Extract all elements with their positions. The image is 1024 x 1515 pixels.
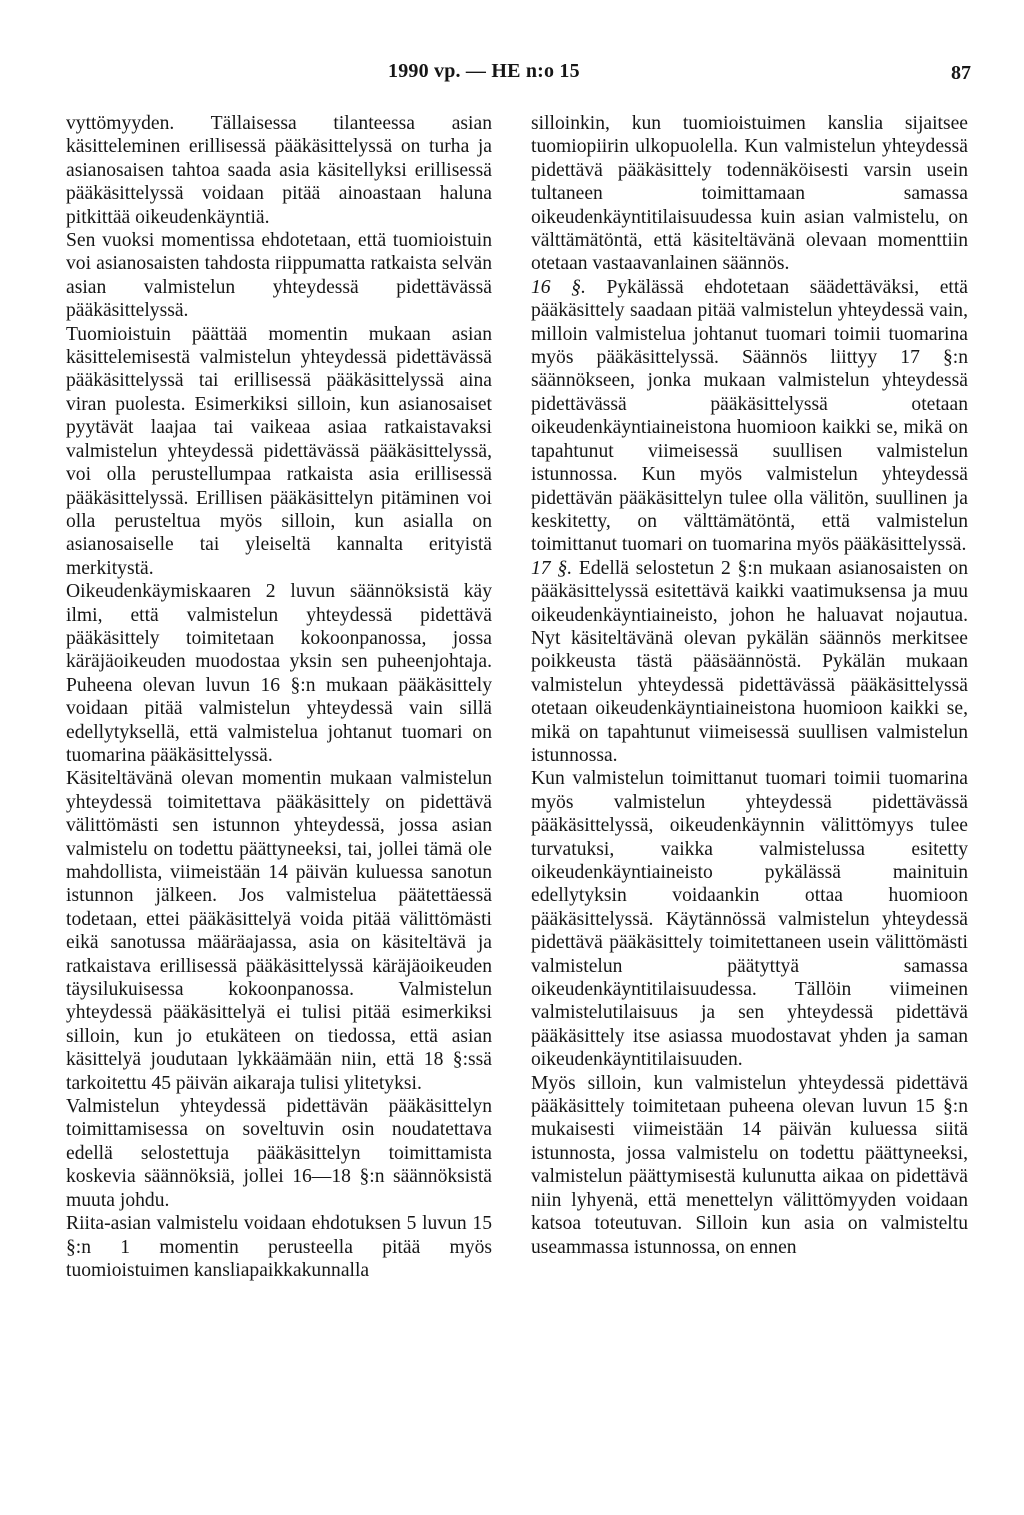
- section-text: Myös silloin, kun valmistelun yhteydessä pidettävä pääkäsittely toimitetaan puheena olevan luvun 15 §:n mukaisesti viimeistään 14 päivän kuluessa siitä istunnosta, jossa valmistelu on todettu päättyneeksi, valmistelun päättymisestä kulunutta aikaa on pidettävä niin lyhyenä, että menettelyn välittömyyden voidaan katsoa toteutuvan. Silloin kun asia on valmisteltu useammassa istunnossa, on ennen: [531, 1072, 968, 1258]
- paragraph: [531, 767, 968, 1071]
- section-text: silloinkin, kun tuomioistuimen kanslia sijaitsee tuomiopiirin ulkopuolella. Kun valmistelun yhteydessä pidettävä pääkäsittely todennäköisesti varsin usein tultaneen toimittamaan samassa oikeudenkäyntitilaisuudessa kuin asian valmistelu, on välttämätöntä, että käsiteltävänä olevaan momenttiin otetaan vastaavanlainen säännös.: [531, 113, 968, 275]
- paragraph: Sen vuoksi momentissa ehdotetaan, että tuomioistuin voi asianosaisten tahdosta riippumatta ratkaista selvän asian valmistelun yhteydessä pidettävässä pääkäsittelyssä.: [66, 230, 492, 322]
- paragraph: Oikeudenkäymiskaaren 2 luvun säännöksistä käy ilmi, että valmistelun yhteydessä pidettävä pääkäsittely toimitetaan kokoonpanossa, jossa käräjäoikeuden muodostaa yksin sen puheenjohtaja. Puheena olevan luvun 16 §:n mukaan pääkäsittely voidaan pitää valmistelun yhteydessä vain sillä edellytyksellä, että valmistelua johtanut tuomari on tuomarina pääkäsittelyssä.: [66, 581, 492, 766]
- paragraph: vyttömyyden. Tällaisessa tilanteessa asian käsitteleminen erillisessä pääkäsittelyssä on turha ja asianosaisen tahtoa saada asia käsitellyksi erillisessä pääkäsittelyssä voidaan pitää ainoastaan haluna pitkittää oikeudenkäyntiä.: [66, 113, 492, 228]
- section-text: Kun valmistelun toimittanut tuomari toimii tuomarina myös valmistelun yhteydessä pidettävässä pääkäsittelyssä, oikeudenkäynnin välittömyys tulee turvatuksi, vaikka valmistelussa esitetty oikeudenkäyntiaineisto pykälässä mainituin edellytyksin voidaankin ottaa huomioon pääkäsittelyssä. Käytännössä valmistelun yhteydessä pidettävä pääkäsittely toimitettaneen usein välittömästi valmistelun päätyttyä samassa oikeudenkäyntitilaisuudessa. Tällöin viimeinen valmistelutilaisuus ja sen yhteydessä pidettävä pääkäsittely itse asiassa muodostavat yhden ja saman oikeudenkäyntitilaisuuden.: [531, 768, 968, 1071]
- paragraph: Valmistelun yhteydessä pidettävän pääkäsittelyn toimittamisessa on soveltuvin osin noudatettava edellä selostettuja pääkäsittelyn toimittamista koskevia säännöksiä, jollei 16—18 §:n säännöksistä muuta johdu.: [66, 1096, 492, 1211]
- paragraph: [531, 112, 968, 276]
- paragraph: Tuomioistuin päättää momentin mukaan asian käsittelemisestä valmistelun yhteydessä pidettävässä pääkäsittelyssä tai erillisessä pääkäsittelyssä aina viran puolesta. Esimerkiksi silloin, kun asianosaiset pyytävät laajaa tai vaikeaa asiaa ratkaistavaksi valmistelun yhteydessä pidettävässä pääkäsittelyssä, voi olla perustellumpaa ratkaista asia erillisessä pääkäsittelyssä. Erillisen pääkäsittelyn pitäminen voi olla perusteltua myös silloin, kun asialla on asianosaiselle tai yleiseltä kannalta erityistä merkitystä.: [66, 323, 492, 579]
- paragraph-section-17: [531, 557, 968, 768]
- header-title: 1990 vp. — HE n:o 15: [388, 60, 580, 82]
- section-heading: 17 §.: [531, 557, 573, 579]
- right-column: [531, 112, 968, 1259]
- page-number: 87: [951, 62, 971, 84]
- paragraph: Käsiteltävänä olevan momentin mukaan valmistelun yhteydessä toimitettava pääkäsittely on pidettävä välittömästi sen istunnon yhteydessä, jossa asian valmistelu on todettu päättyneeksi, tai, jollei tämä ole mahdollista, viimeistään 14 päivän kuluessa sanotun istunnon jälkeen. Jos valmistelua päätettäessä todetaan, ettei pääkäsittelyä voida pitää välittömästi eikä sanotussa määräajassa, asia on käsiteltävä ja ratkaistava erillisessä pääkäsittelyssä käräjäoikeuden täysilukuisessa kokoonpanossa. Valmistelun yhteydessä pääkäsittelyä ei tulisi pitää esimerkiksi silloin, kun jo etukäteen on tiedossa, että asian käsittelyä joudutaan lykkäämään niin, että 18 §:ssä tarkoitettu 45 päivän aikaraja tulisi ylitetyksi.: [66, 768, 492, 1094]
- section-text: Pykälässä ehdotetaan säädettäväksi, että pääkäsittely saadaan pitää valmistelun yhteydessä vain, milloin valmistelua johtanut tuomari toimii tuomarina myös pääkäsittelyssä. Säännös liittyy 17 §:n säännökseen, jonka mukaan valmistelun yhteydessä pidettävässä pääkäsittelyssä otetaan oikeudenkäyntiaineistona huomioon kaikki se, mikä on tapahtunut viimeisessä suullisen valmistelun istunnossa. Kun myös valmistelun yhteydessä pidettävän pääkäsittelyn tulee olla välitön, suullinen ja keskitetty, on välttämätöntä, että valmistelun toimittanut tuomari on tuomarina myös pääkäsittelyssä.: [531, 276, 968, 556]
- paragraph: Riita-asian valmistelu voidaan ehdotuksen 5 luvun 15 §:n 1 momentin perusteella pitää myös tuomioistuimen kansliapaikkakunnalla: [66, 1213, 492, 1281]
- paragraph-section-16: [531, 276, 968, 557]
- section-heading: 16 §.: [531, 276, 586, 298]
- left-column: [66, 112, 492, 1282]
- paragraph: [531, 1072, 968, 1259]
- section-text: Edellä selostetun 2 §:n mukaan asianosaisten on pääkäsittelyssä esitettävä kaikki vaatimuksensa ja muu oikeudenkäyntiaineisto, johon he haluavat nojautua. Nyt käsiteltävänä olevan pykälän säännös merkitsee poikkeusta tästä pääsäännöstä. Pykälän mukaan valmistelun yhteydessä pidettävässä pääkäsittelyssä otetaan oikeudenkäyntiaineistona huomioon kaikki se, mikä on tapahtunut viimeisessä suullisen valmistelun istunnossa.: [531, 557, 969, 766]
- running-header: [0, 60, 1024, 90]
